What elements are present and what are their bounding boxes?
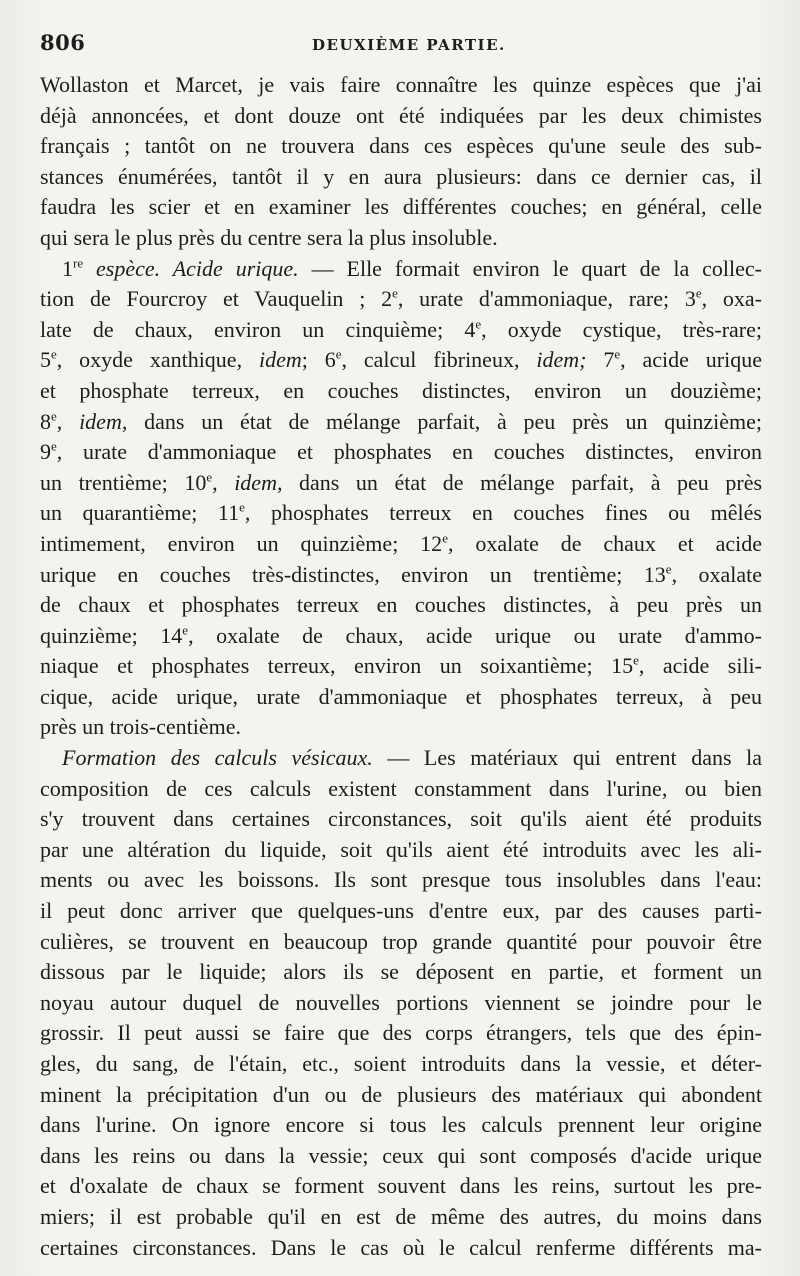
ordinal-suffix: e [614, 347, 621, 363]
text-line: dissous par le liquide; alors ils se déposent en partie, et forment un [40, 959, 762, 985]
text-span: quinzième; 14 [40, 622, 183, 648]
text-line: gles, du sang, de l'étain, etc., soient introduits dans la vessie, et déter- [40, 1051, 762, 1076]
text-span: , oxyde cystique, très-rare; [481, 316, 762, 342]
ordinal-suffix: re [73, 255, 84, 271]
ordinal-suffix: e [665, 561, 672, 577]
text-line: par une altération du liquide, soit qu'ils aient été introduits avec les ali- [40, 836, 762, 862]
text-span: late de chaux, environ un cinquième; 4 [40, 316, 476, 342]
text-line: miers; il est probable qu'il en est de même des autres, du moins dans [40, 1203, 762, 1229]
text-span: 9 [40, 439, 51, 465]
ordinal-suffix: e [182, 622, 189, 638]
text-span: niaque et phosphates terreux, environ un soixantième; 15 [40, 653, 634, 679]
text-line: déjà annoncées, et dont douze ont été indiquées par les deux chimistes [40, 102, 762, 128]
text-line [40, 345, 762, 376]
text-line: stances énumérées, tantôt il y en aura plusieurs: dans ce dernier cas, il [40, 163, 762, 189]
text-line: qui sera le plus près du centre sera la plus insoluble. [40, 224, 498, 250]
text-line [40, 498, 762, 529]
text-span: — Les matériaux qui entrent dans la [372, 745, 762, 771]
paragraph-3 [40, 743, 762, 1263]
ordinal-suffix: e [335, 347, 342, 363]
italic-span: idem, [234, 469, 283, 495]
text-span: , oxa- [701, 286, 762, 312]
text-line: grossir. Il peut aussi se faire que des corps étrangers, tels que des épin- [40, 1020, 762, 1046]
text-line: minent la précipitation d'un ou de plusieurs des matériaux qui abondent [40, 1081, 762, 1107]
ordinal-suffix: e [695, 285, 702, 301]
body-text [40, 70, 762, 1263]
ordinal-suffix: e [239, 499, 245, 515]
text-span: , phosphates terreux en couches fines ou mêlés [244, 500, 762, 526]
text-span: , acide urique [620, 347, 762, 373]
text-span: , [212, 469, 235, 495]
species-number: 1 [62, 255, 73, 281]
text-line [40, 284, 762, 315]
ordinal-suffix: e [392, 285, 398, 301]
text-line: dans les reins ou dans la vessie; ceux qui sont composés d'acide urique [40, 1142, 762, 1168]
text-span: , calcul fibrineux, [341, 347, 537, 373]
text-line: certaines circonstances. Dans le cas où le calcul renferme différents ma- [40, 1234, 762, 1260]
italic-span: idem [258, 347, 302, 373]
text-span: , oxalate [671, 561, 762, 587]
text-line [40, 621, 762, 652]
paragraph-1 [40, 70, 762, 254]
ordinal-suffix: e [51, 408, 57, 424]
species-heading: espèce. Acide urique. [83, 255, 299, 281]
text-span: un quarantième; 11 [40, 500, 240, 526]
text-line: composition de ces calculs existent constamment dans l'urine, ou bien [40, 775, 762, 801]
text-span: , acide sili- [638, 653, 762, 679]
text-line: ments ou avec les boissons. Ils sont presque tous insolubles dans l'eau: [40, 867, 762, 893]
italic-span: idem, [79, 408, 128, 434]
text-span: un trentième; 10 [40, 469, 207, 495]
text-line [40, 437, 762, 468]
text-span: dans un état de mélange parfait, à peu près [282, 469, 762, 495]
ordinal-suffix: e [51, 347, 57, 363]
text-span: — Elle formait environ le quart de la collec- [298, 255, 762, 281]
text-line [40, 315, 762, 346]
text-line [40, 743, 762, 774]
text-span: intimement, environ un quinzième; 12 [40, 530, 443, 556]
text-line: il peut donc arriver que quelques-uns d'entre eux, par des causes parti- [40, 898, 762, 924]
text-line [40, 254, 762, 285]
text-span: , urate d'ammoniaque et phosphates en couches distinctes, environ [56, 439, 762, 465]
text-span: , oxalate de chaux, acide urique ou urate d'ammo- [188, 622, 762, 648]
text-line: noyau autour duquel de nouvelles portions viennent se joindre pour le [40, 989, 762, 1015]
text-span: 5 [40, 347, 51, 373]
ordinal-suffix: e [633, 652, 639, 668]
paragraph-2 [40, 254, 762, 744]
page-number: 806 [40, 30, 86, 55]
ordinal-suffix: e [51, 438, 57, 454]
text-span: , urate d'ammoniaque, rare; 3 [397, 286, 696, 312]
text-span: , oxalate de chaux et acide [447, 530, 762, 556]
text-line: près un trois-centième. [40, 714, 241, 740]
running-head: DEUXIÈME PARTIE. [312, 36, 506, 54]
text-line: s'y trouvent dans certaines circonstances, soit qu'ils aient été produits [40, 806, 762, 832]
text-line [40, 529, 762, 560]
italic-span: idem; [536, 347, 587, 373]
text-span: ; 6 [301, 347, 336, 373]
text-line: cique, acide urique, urate d'ammoniaque et phosphates terreux, à peu [40, 683, 762, 709]
section-heading: Formation des calculs vésicaux. [62, 745, 373, 771]
ordinal-suffix: e [206, 469, 213, 485]
text-span: dans un état de mélange parfait, à peu près un quinzième; [127, 408, 762, 434]
text-line: faudra les scier et en examiner les différentes couches; en général, celle [40, 194, 762, 220]
text-span: , [56, 408, 80, 434]
text-span: 7 [586, 347, 615, 373]
text-span: urique en couches très-distinctes, environ un trentième; 13 [40, 561, 666, 587]
text-span: 8 [40, 408, 51, 434]
text-line: Wollaston et Marcet, je vais faire connaître les quinze espèces que j'ai [40, 72, 762, 97]
text-line: et phosphate terreux, en couches distinctes, environ un douzième; [40, 377, 762, 403]
text-span: tion de Fourcroy et Vauquelin ; 2 [40, 286, 393, 312]
text-span: , oxyde xanthique, [56, 347, 259, 373]
ordinal-suffix: e [442, 530, 448, 546]
text-line [40, 407, 762, 438]
text-line: dans l'urine. On ignore encore si tous les calculs prennent leur origine [40, 1112, 762, 1138]
text-line: culières, se trouvent en beaucoup trop grande quantité pour pouvoir être [40, 928, 762, 954]
text-line: français ; tantôt on ne trouvera dans ces espèces qu'une seule des sub- [40, 133, 762, 159]
ordinal-suffix: e [475, 316, 482, 332]
text-line: de chaux et phosphates terreux en couches distinctes, à peu près un [40, 592, 762, 618]
text-line [40, 560, 762, 591]
text-line [40, 468, 762, 499]
text-line [40, 651, 762, 682]
text-line: et d'oxalate de chaux se forment souvent dans les reins, surtout les pre- [40, 1173, 762, 1199]
